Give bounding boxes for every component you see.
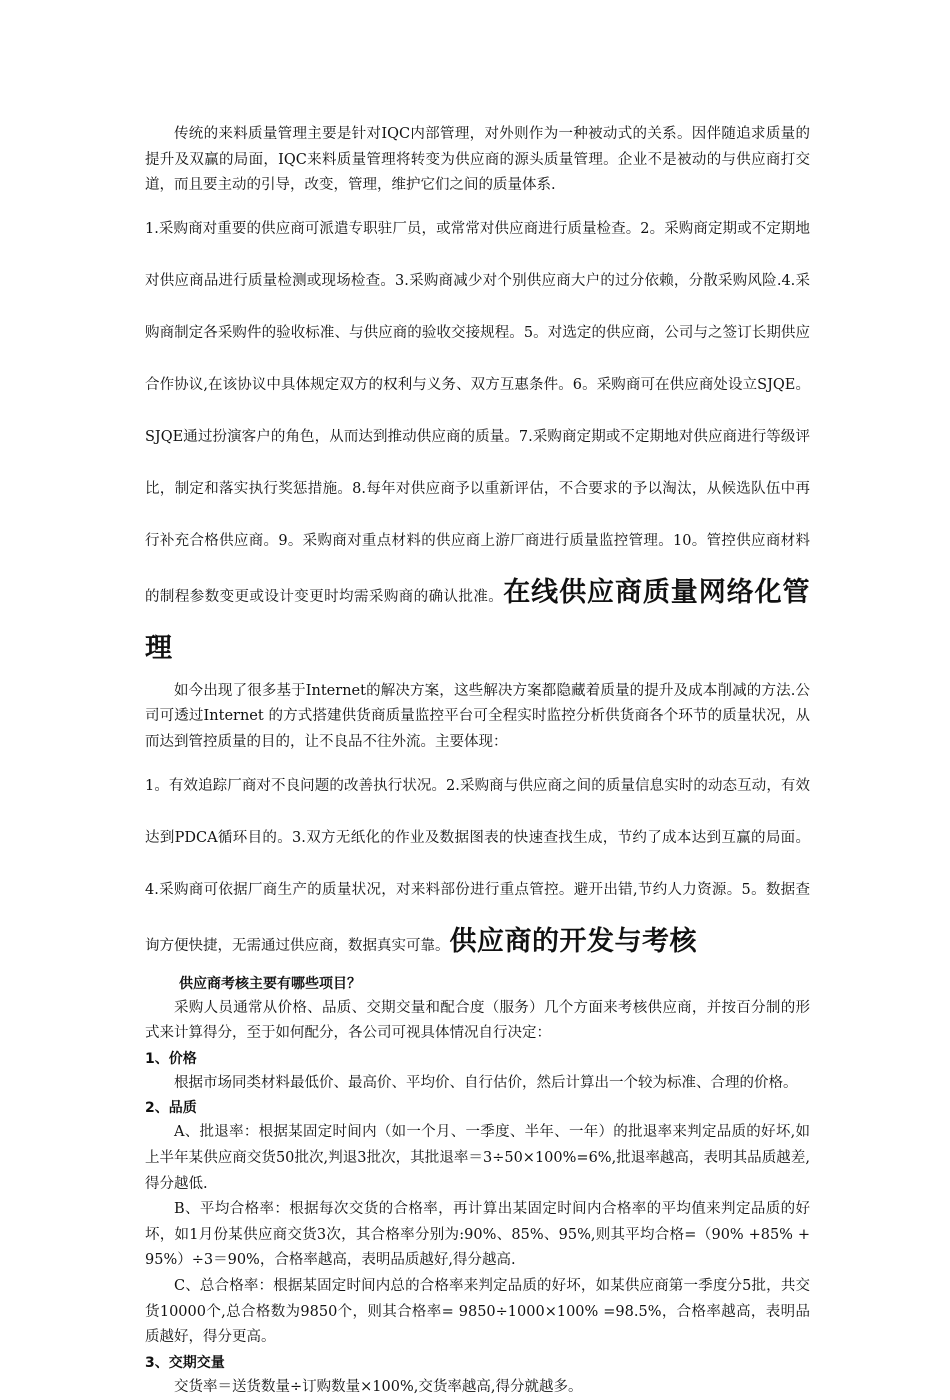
section-quality-title: 2、品质 <box>145 1100 197 1117</box>
delivery-paragraph: 交货率＝送货数量÷订购数量×100%,交货率越高,得分就越多。 <box>174 1378 583 1395</box>
document-content <box>145 122 810 1400</box>
quality-a-paragraph: A、批退率：根据某固定时间内（如一个月、一季度、半年、一年）的批退率来判定品质的好坏,如上半年某供应商交货50批次,判退3批次，其批退率＝3÷50×100%=6%,批退率越高，表明其品质越差,得分越低. <box>145 1124 810 1192</box>
heading-online-supplier-quality: 在线供应商质量网络化管理 <box>145 576 810 664</box>
online-points-paragraph <box>145 760 810 972</box>
online-intro-paragraph: 如今出现了很多基于Internet的解决方案，这些解决方案都隐藏着质量的提升及成本削减的方法.公司可透过Internet 的方式搭建供货商质量监控平台可全程实时监控分析供货商各个环节的质量状况，从而达到管控质量的目的，让不良品不往外流。主要体现： <box>145 682 810 750</box>
price-paragraph: 根据市场同类材料最低价、最高价、平均价、自行估价，然后计算出一个较为标准、合理的价格。 <box>174 1074 798 1091</box>
measures-paragraph <box>145 203 810 679</box>
section-price-title: 1、价格 <box>145 1050 197 1067</box>
heading-supplier-development: 供应商的开发与考核 <box>449 925 697 957</box>
evaluation-question: 供应商考核主要有哪些项目？ <box>179 975 361 992</box>
online-points-text: 1。有效追踪厂商对不良问题的改善执行状况。2.采购商与供应商之间的质量信息实时的动态互动，有效达到PDCA循环目的。3.双方无纸化的作业及数据图表的快速查找生成，节约了成本达到互赢的局面。4.采购商可依据厂商生产的质量状况，对来料部份进行重点管控。避开出错,节约人力资源。5。数据查询方便快捷，无需通过供应商，数据真实可靠。 <box>145 777 810 954</box>
section-delivery-title: 3、交期交量 <box>145 1354 225 1371</box>
measures-text: 1.采购商对重要的供应商可派遣专职驻厂员，或常常对供应商进行质量检查。2。采购商定期或不定期地对供应商品进行质量检测或现场检查。3.采购商减少对个别供应商大户的过分依赖，分散采购风险.4.采购商制定各采购件的验收标准、与供应商的验收交接规程。5。对选定的供应商，公司与之签订长期供应合作协议,在该协议中具体规定双方的权利与义务、双方互惠条件。6。采购商可在供应商处设立SJQE。 SJQE通过扮演客户的角色，从而达到推动供应商的质量。7.采购商定期或不定期地对供应商进行等级评比，制定和落实执行奖惩措施。8.每年对供应商予以重新评估，不合要求的予以淘汰，从候选队伍中再行补充合格供应商。9。采购商对重点材料的供应商上游厂商进行质量监控管理。10。管控供应商材料的制程参数变更或设计变更时均需采购商的确认批准。 <box>145 220 810 605</box>
quality-b-paragraph: B、平均合格率：根据每次交货的合格率，再计算出某固定时间内合格率的平均值来判定品质的好坏，如1月份某供应商交货3次，其合格率分别为:90%、85%、95%,则其平均合格=（90% +85% + 95%）÷3＝90%，合格率越高，表明品质越好,得分越高. <box>145 1201 810 1269</box>
evaluation-intro: 采购人员通常从价格、品质、交期交量和配合度（服务）几个方面来考核供应商，并按百分制的形式来计算得分，至于如何配分，各公司可视具体情况自行决定： <box>145 999 810 1042</box>
intro-paragraph: 传统的来料质量管理主要是针对IQC内部管理，对外则作为一种被动式的关系。因伴随追求质量的提升及双赢的局面，IQC来料质量管理将转变为供应商的源头质量管理。企业不是被动的与供应商打交道，而且要主动的引导，改变，管理，维护它们之间的质量体系. <box>145 126 810 194</box>
quality-c-paragraph: C、总合格率：根据某固定时间内总的合格率来判定品质的好坏，如某供应商第一季度分5批，共交货10000个,总合格数为9850个，则其合格率= 9850÷1000×100% =98.5%，合格率越高，表明品质越好，得分更高。 <box>145 1277 810 1346</box>
